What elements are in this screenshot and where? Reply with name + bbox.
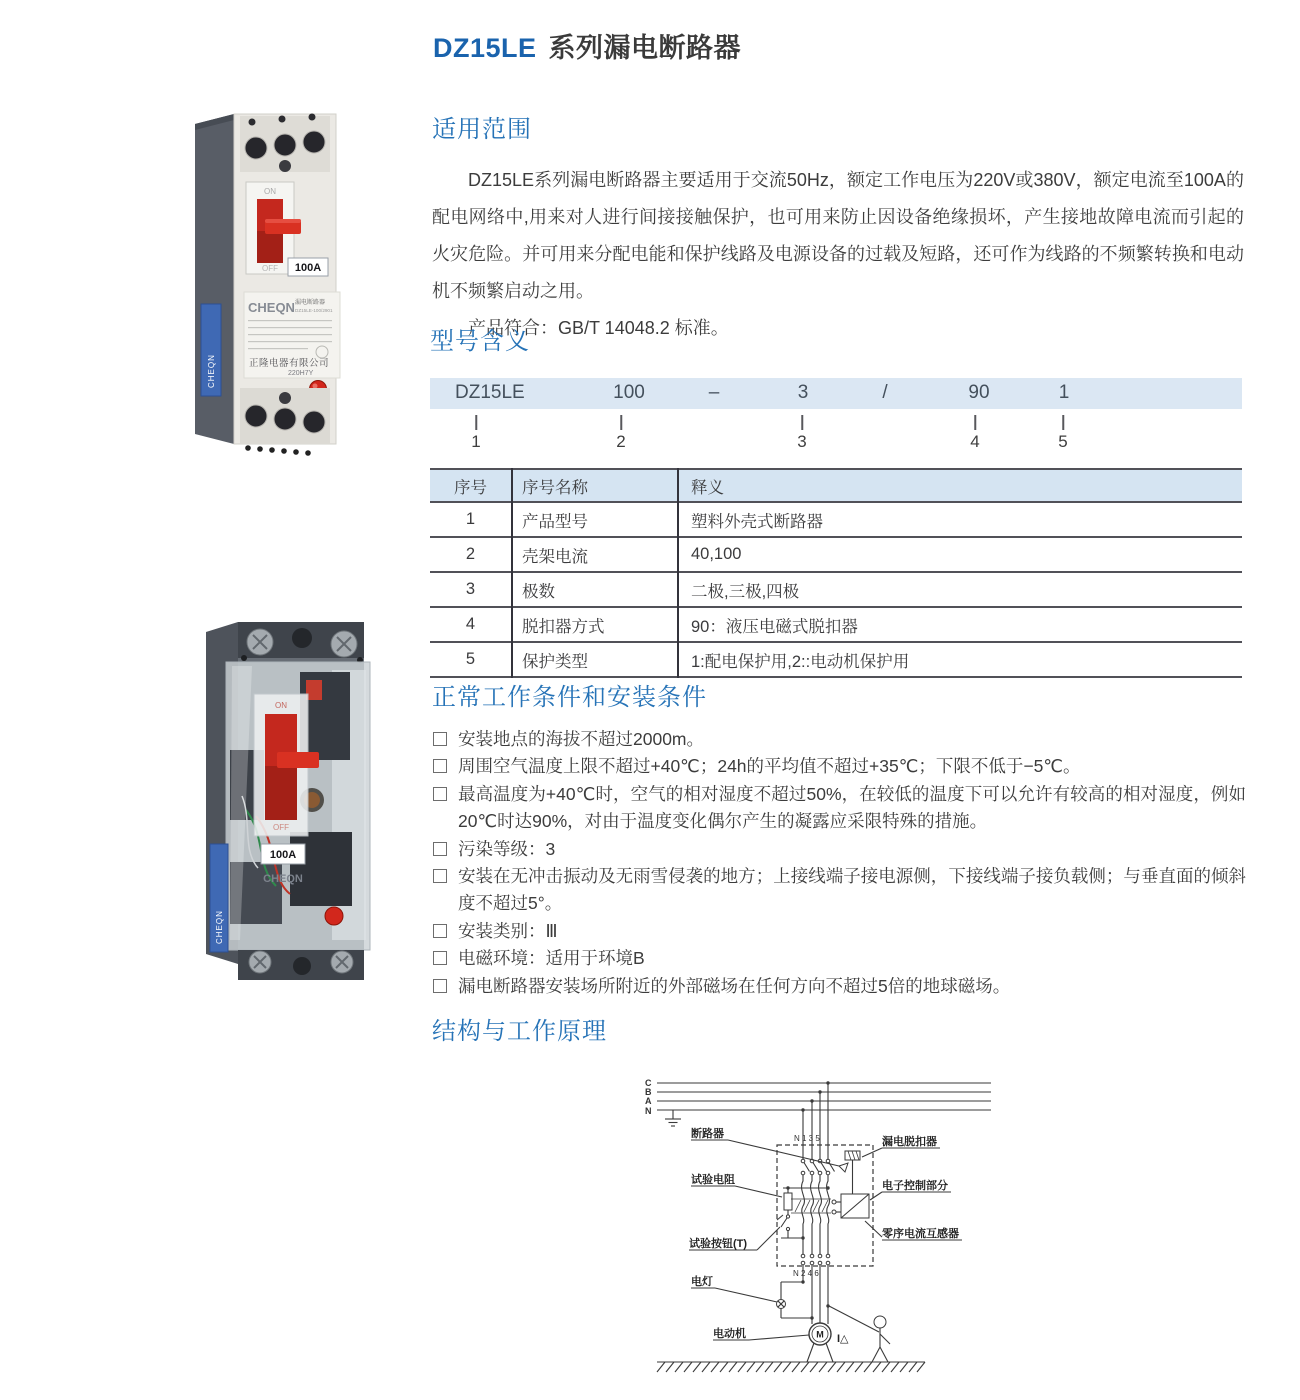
breaker-photo-1 [168, 100, 392, 458]
list-item [432, 726, 1246, 753]
breaker2-side-brand: CHEQN [215, 910, 224, 944]
list-item-text: 污染等级：3 [458, 838, 556, 859]
test-button-label: 试验按钮(T) [689, 1238, 748, 1250]
scope-standard-line: 产品符合：GB/T 14048.2 标准。 [468, 318, 729, 338]
motor-label: 电动机 [713, 1328, 746, 1340]
electronic-control-box [841, 1194, 869, 1218]
breaker-photo-2 [182, 600, 390, 984]
table-header-row [430, 469, 1242, 502]
list-item [432, 753, 1246, 780]
square-bullet-icon [433, 732, 447, 746]
bus-label-c: C [645, 1078, 652, 1088]
list-item-text: 安装地点的海拔不超过2000m。 [458, 729, 705, 749]
cell-meaning: 二极,三极,四极 [678, 572, 1242, 607]
model-code-marks [430, 412, 1242, 464]
test-resistor-label: 试验电阻 [691, 1174, 735, 1186]
cell-index: 1 [465, 510, 476, 528]
square-bullet-icon [433, 951, 447, 965]
model-segment-slash: / [882, 382, 888, 403]
breaker1-type-label: 漏电断路器 [295, 300, 326, 306]
diagram-callouts [689, 1126, 962, 1340]
mark-line [1062, 415, 1064, 430]
table-row [430, 607, 1242, 642]
load-side-wiring [777, 1265, 830, 1324]
page-title-rest: 系列漏电断路器 [548, 33, 742, 63]
zero-sequence-ct-label: 零序电流互感器 [882, 1228, 959, 1240]
cell-index: 3 [465, 580, 476, 598]
list-item-text: 漏电断路器安装场所附近的外部磁场在任何方向不超过5倍的地球磁场。 [458, 975, 1011, 996]
mark-number: 4 [970, 432, 980, 451]
cell-meaning: 塑料外壳式断路器 [678, 502, 1242, 537]
breaker-label: 断路器 [691, 1128, 724, 1140]
square-bullet-icon [433, 979, 447, 993]
mark-line [475, 415, 477, 430]
table-row [430, 502, 1242, 537]
list-item [432, 918, 1246, 945]
mark-3 [797, 412, 806, 452]
breaker2-brand: CHEQN [263, 873, 303, 885]
breaker2-bottom-terminals [238, 950, 364, 980]
cell-name: 脱扣器方式 [512, 607, 678, 642]
motor-symbol [807, 1323, 833, 1362]
top-terminal-labels: N 1 3 5 [794, 1134, 820, 1143]
leakage-release-label: 漏电脱扣器 [882, 1136, 937, 1148]
breaker1-company: 正隆电器有限公司 [249, 358, 330, 369]
cell-meaning: 1:配电保护用,2::电动机保护用 [678, 642, 1242, 677]
mark-5 [1058, 412, 1067, 452]
section-scope [432, 116, 1244, 347]
cell-name: 产品型号 [512, 502, 678, 537]
breaker2-test-button [325, 907, 343, 925]
cell-meaning: 40,100 [678, 537, 1242, 572]
model-segment-series: DZ15LE [455, 382, 525, 403]
breaker1-side-brand: CHEQN [207, 354, 216, 388]
model-segment-frame-current: 100 [613, 382, 645, 403]
mark-number: 5 [1058, 432, 1068, 451]
mark-number: 2 [616, 432, 626, 451]
cell-name: 极数 [512, 572, 678, 607]
structure-heading: 结构与工作原理 [432, 1018, 607, 1045]
mark-4 [970, 412, 979, 452]
lamp-label: 电灯 [691, 1276, 713, 1288]
bus-label-n: N [645, 1106, 652, 1116]
table-row [430, 572, 1242, 607]
table-row [430, 642, 1242, 677]
col-header-meaning: 释义 [678, 469, 1242, 502]
residual-current-label: I△ [837, 1333, 849, 1345]
ground-hatching [657, 1362, 925, 1372]
breaker1-on-label: ON [264, 187, 276, 196]
section-structure [432, 1018, 1244, 1398]
square-bullet-icon [433, 842, 447, 856]
model-segment-poles: 3 [797, 382, 809, 403]
mark-line [801, 415, 803, 430]
mark-number: 1 [471, 432, 481, 451]
section-conditions [432, 684, 1246, 1000]
scope-heading: 适用范围 [432, 116, 532, 143]
breaker1-side-label [201, 304, 221, 396]
bus-label-a: A [645, 1096, 652, 1106]
breaker1-rating: 100A [294, 262, 322, 274]
cell-meaning: 90：液压电磁式脱扣器 [678, 607, 1242, 642]
working-principle-diagram [643, 1066, 1095, 1382]
model-segment-protection: 1 [1058, 382, 1070, 403]
list-item [432, 945, 1246, 972]
page-title-model: DZ15LE [433, 33, 537, 63]
supply-bus-lines [645, 1078, 991, 1159]
test-resistor-symbol [784, 1193, 792, 1210]
mark-line [974, 415, 976, 430]
model-segment-dash: – [708, 382, 720, 403]
breaker2-rating: 100A [269, 849, 297, 861]
product-photo-breaker-transparent [182, 600, 390, 989]
conditions-heading: 正常工作条件和安装条件 [432, 684, 707, 711]
list-item-text: 安装类别：Ⅲ [458, 920, 558, 941]
page-title [433, 26, 741, 65]
lamp-symbol [777, 1300, 786, 1309]
trip-arrow [839, 1163, 848, 1172]
breaker1-bottom-terminals [240, 388, 330, 456]
cell-index: 2 [465, 545, 476, 563]
electronic-control-label: 电子控制部分 [882, 1180, 948, 1192]
square-bullet-icon [433, 869, 447, 883]
list-item [432, 781, 1246, 836]
list-item-text: 电磁环境：适用于环境B [458, 948, 645, 969]
product-photo-breaker [168, 100, 392, 463]
conductors-through-ct [791, 1175, 841, 1254]
model-meaning-table [430, 468, 1242, 678]
cell-index: 5 [465, 650, 476, 668]
col-header-name: 序号名称 [512, 469, 678, 502]
model-code-band [430, 378, 1242, 409]
motor-letter: M [816, 1329, 824, 1340]
conditions-list [432, 726, 1246, 1000]
square-bullet-icon [433, 924, 447, 938]
model-heading: 型号含义 [430, 328, 530, 355]
mark-2 [616, 412, 625, 452]
bus-label-b: B [645, 1087, 652, 1097]
breaker2-on-label: ON [275, 701, 287, 710]
table-row [430, 537, 1242, 572]
cell-name: 壳架电流 [512, 537, 678, 572]
section-model-meaning [430, 328, 1242, 671]
breaker1-model-label: DZ15LE-100/2901 [295, 308, 333, 313]
model-segment-release: 90 [968, 382, 990, 403]
col-header-index: 序号 [430, 469, 512, 502]
breaker1-code: 220H7Y [288, 370, 314, 377]
list-item-text: 周围空气温度上限不超过+40℃；24h的平均值不超过+35℃；下限不低于−5℃。 [458, 756, 1081, 777]
list-item-text: 最高温度为+40℃时，空气的相对湿度不超过50%，在较低的温度下可以允许有较高的相对湿度，例如20℃时达90%，对由于温度变化偶尔产生的凝露应采限特殊的措施。 [458, 783, 1246, 832]
earth-symbol [665, 1110, 681, 1126]
scope-paragraph: DZ15LE系列漏电断路器主要适用于交流50Hz，额定工作电压为220V或380V，额定电流至100A的配电网络中,用来对人进行间接接触保护，也可用来防止因设备绝缘损坏，产生接地故障电流而引起的火灾危险。并可用来分配电能和保护线路及电源设备的过载及短路，还可作为线路的不频繁转换和电动机不频繁启动之用。 [432, 170, 1244, 301]
list-item [432, 973, 1246, 1000]
square-bullet-icon [433, 759, 447, 773]
breaker2-off-label: OFF [273, 823, 289, 832]
breaker1-brand: CHEQN [248, 300, 295, 315]
leakage-release-symbol [839, 1151, 860, 1194]
square-bullet-icon [433, 787, 447, 801]
cell-index: 4 [465, 615, 476, 633]
breaker1-nameplate [244, 292, 340, 378]
bottom-terminal-labels: N 2 4 6 [793, 1269, 819, 1278]
mark-line [620, 415, 622, 430]
cell-name: 保护类型 [512, 642, 678, 677]
breaker1-test-button-highlight [313, 384, 318, 389]
mark-number: 3 [797, 432, 807, 451]
list-item-text: 安装在无冲击振动及无雨雪侵袭的地方；上接线端子接电源侧，下接线端子接负载侧；与垂直面的倾斜度不超过5°。 [458, 866, 1246, 914]
breaker2-side-label [210, 844, 228, 952]
list-item [432, 863, 1246, 918]
breaker1-off-label: OFF [262, 264, 278, 273]
mark-1 [471, 412, 480, 452]
list-item [432, 836, 1246, 863]
